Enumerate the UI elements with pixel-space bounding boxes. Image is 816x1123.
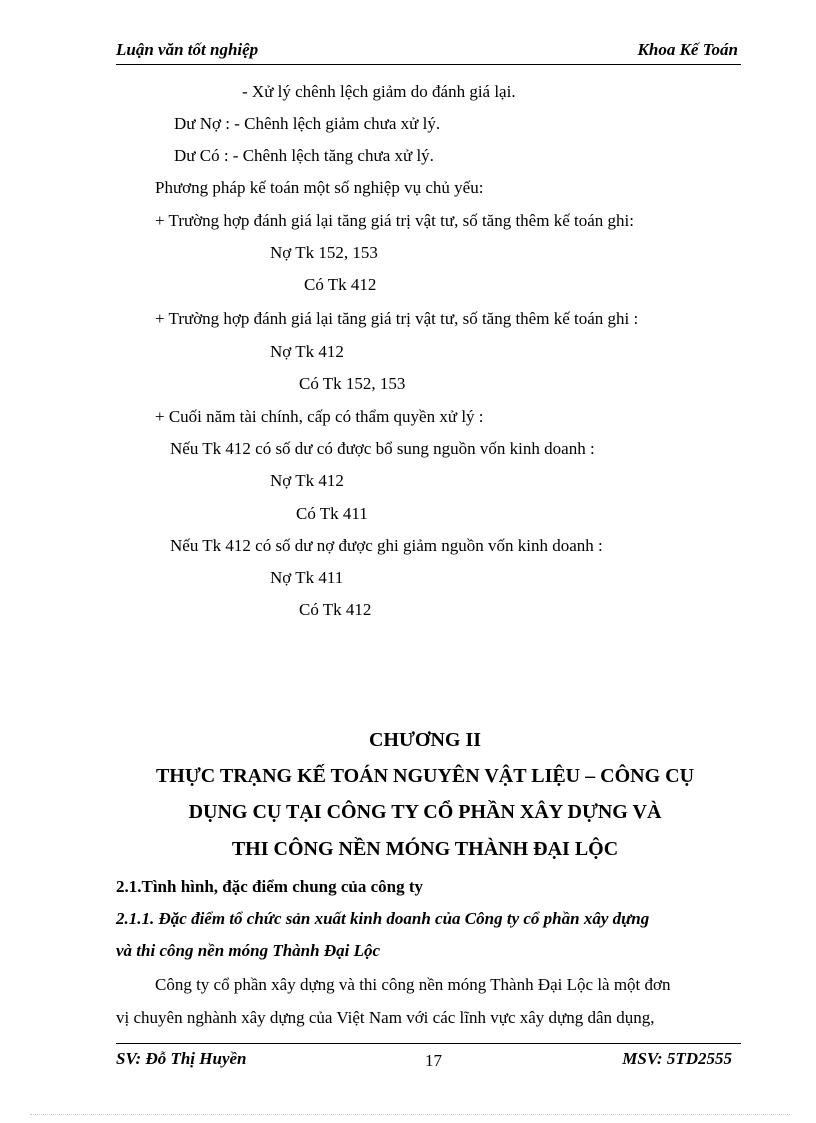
subsection-heading: 2.1.1. Đặc điểm tổ chức sản xuất kinh doanh của Công ty cổ phần xây dựng <box>116 909 650 928</box>
footer-student-id: MSV: 5TD2555 <box>622 1049 732 1068</box>
header-rule <box>116 64 741 65</box>
body-line: Nếu Tk 412 có số dư có được bổ sung nguồn vốn kinh doanh : <box>170 439 595 458</box>
footer-rule <box>116 1043 741 1044</box>
body-line: Dư Nợ : - Chênh lệch giảm chưa xử lý. <box>174 114 441 133</box>
body-line: Có Tk 412 <box>304 275 377 294</box>
chapter-label: CHƯƠNG II <box>368 729 482 751</box>
body-line: Dư Có : - Chênh lệch tăng chưa xử lý. <box>174 146 434 165</box>
body-line: + Trường hợp đánh giá lại tăng giá trị vật tư, số tăng thêm kế toán ghi: <box>155 211 634 230</box>
body-line: + Trường hợp đánh giá lại tăng giá trị vật tư, số tăng thêm kế toán ghi : <box>155 309 639 328</box>
body-line: + Cuối năm tài chính, cấp có thẩm quyền xử lý : <box>155 407 484 426</box>
section-heading: 2.1.Tình hình, đặc điểm chung của công ty <box>116 877 424 896</box>
subsection-heading-cont: và thi công nền móng Thành Đại Lộc <box>116 941 381 960</box>
chapter-title-line: THỰC TRẠNG KẾ TOÁN NGUYÊN VẬT LIỆU – CÔNG CỤ <box>155 765 695 787</box>
body-line: Nếu Tk 412 có số dư nợ được ghi giảm nguồn vốn kinh doanh : <box>170 536 603 555</box>
body-line: Có Tk 412 <box>299 600 372 619</box>
header-title-right: Khoa Kế Toán <box>637 40 738 59</box>
body-line: Có Tk 152, 153 <box>299 374 406 393</box>
footer-student-name: SV: Đỗ Thị Huyền <box>116 1049 247 1068</box>
page-bottom-divider <box>30 1114 790 1115</box>
chapter-title-line: THI CÔNG NỀN MÓNG THÀNH ĐẠI LỘC <box>231 838 619 860</box>
body-line: Có Tk 411 <box>296 504 368 523</box>
body-line: - Xử lý chênh lệch giảm do đánh giá lại. <box>242 82 516 101</box>
paragraph-line: vị chuyên nghành xây dựng của Việt Nam với các lĩnh vực xây dựng dân dụng, <box>116 1008 655 1027</box>
chapter-title-line: DỤNG CỤ TẠI CÔNG TY CỔ PHẦN XÂY DỰNG VÀ <box>188 801 662 823</box>
page-number: 17 <box>425 1051 442 1070</box>
body-line: Nợ Tk 412 <box>270 471 344 490</box>
paragraph-line: Công ty cổ phần xây dựng và thi công nền móng Thành Đại Lộc là một đơn <box>155 975 671 994</box>
header-title-left: Luận văn tốt nghiệp <box>116 40 259 59</box>
body-line: Nợ Tk 412 <box>270 342 344 361</box>
body-line: Nợ Tk 152, 153 <box>270 243 378 262</box>
body-line: Nợ Tk 411 <box>270 568 344 587</box>
body-line: Phương pháp kế toán một số nghiệp vụ chủ yếu: <box>155 178 484 197</box>
